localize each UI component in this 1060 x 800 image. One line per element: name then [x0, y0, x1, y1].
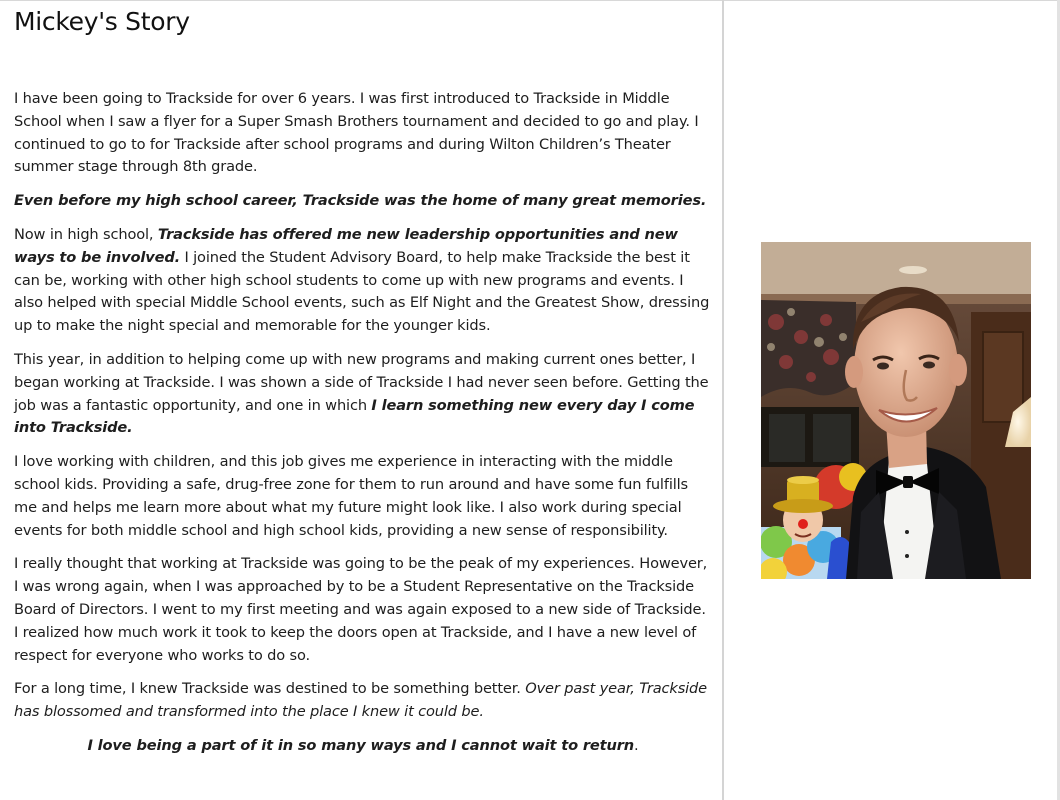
story-paragraph-4	[14, 349, 712, 440]
story-paragraph-2	[14, 190, 712, 213]
story-paragraph-3	[14, 224, 712, 338]
top-border	[0, 0, 1060, 1]
p3-intro: Now in high school,	[14, 225, 158, 243]
page-title: Mickey's Story	[14, 7, 190, 36]
story-paragraph-7	[14, 678, 712, 724]
story-column	[14, 4, 712, 769]
story-body	[14, 88, 712, 758]
p7-intro: For a long time, I knew Trackside was destined to be something better.	[14, 680, 526, 698]
story-paragraph-6: I really thought that working at Trackside was going to be the peak of my experiences. However, I was wrong again, when I was approached by to be a Student Representative on the Trackside Board of Directors. I went to my first meeting and was again exposed to a new side of Trackside. I realized how much work it took to keep the doors open at Trackside, and I have a new level of respect for everyone who works to do so.	[14, 555, 708, 664]
story-paragraph-5: I love working with children, and this job gives me experience in interacting with the middle school kids. Providing a safe, drug-free zone for them to run around and have some fun fulfills me and helps me learn more about what my future might look like. I also work during special events for both middle school and high school kids, providing a new sense of responsibility.	[14, 453, 688, 539]
portrait-illustration	[761, 242, 1031, 579]
story-closing	[14, 735, 712, 758]
column-divider	[722, 0, 724, 800]
highlight-leadership: Trackside has offered me new leadership opportunities and new ways to be involved.	[14, 225, 678, 266]
p3-rest: I joined the Student Advisory Board, to help make Trackside the best it can be, working with other high school students to come up with new programs and events. I also helped with special Middle School events, such as Elf Night and the Greatest Show, dressing up to make the night special and memorable for the younger kids.	[14, 248, 710, 335]
p4-intro: This year, in addition to helping come up with new programs and making current ones better, I began working at Trackside. I was shown a side of Trackside I had never seen before. Getting the job was a fantastic opportunity, and one in which	[14, 350, 709, 414]
closing-period: .	[634, 736, 639, 754]
highlight-memories: Even before my high school career, Trackside was the home of many great memories.	[14, 192, 707, 210]
highlight-learn: I learn something new every day I come into Trackside.	[14, 396, 695, 437]
mickey-photo	[761, 242, 1031, 579]
story-paragraph-1: I have been going to Trackside for over 6 years. I was first introduced to Trackside in Middle School when I saw a flyer for a Super Smash Brothers tournament and decided to go and play. I continued to go to for Trackside after school programs and during Wilton Children’s Theater summer stage through 8th grade.	[14, 90, 699, 176]
highlight-closing: I love being a part of it in so many ways and I cannot wait to return	[87, 736, 635, 754]
highlight-blossomed: Over past year, Trackside has blossomed and transformed into the place I knew it could be.	[14, 680, 707, 721]
